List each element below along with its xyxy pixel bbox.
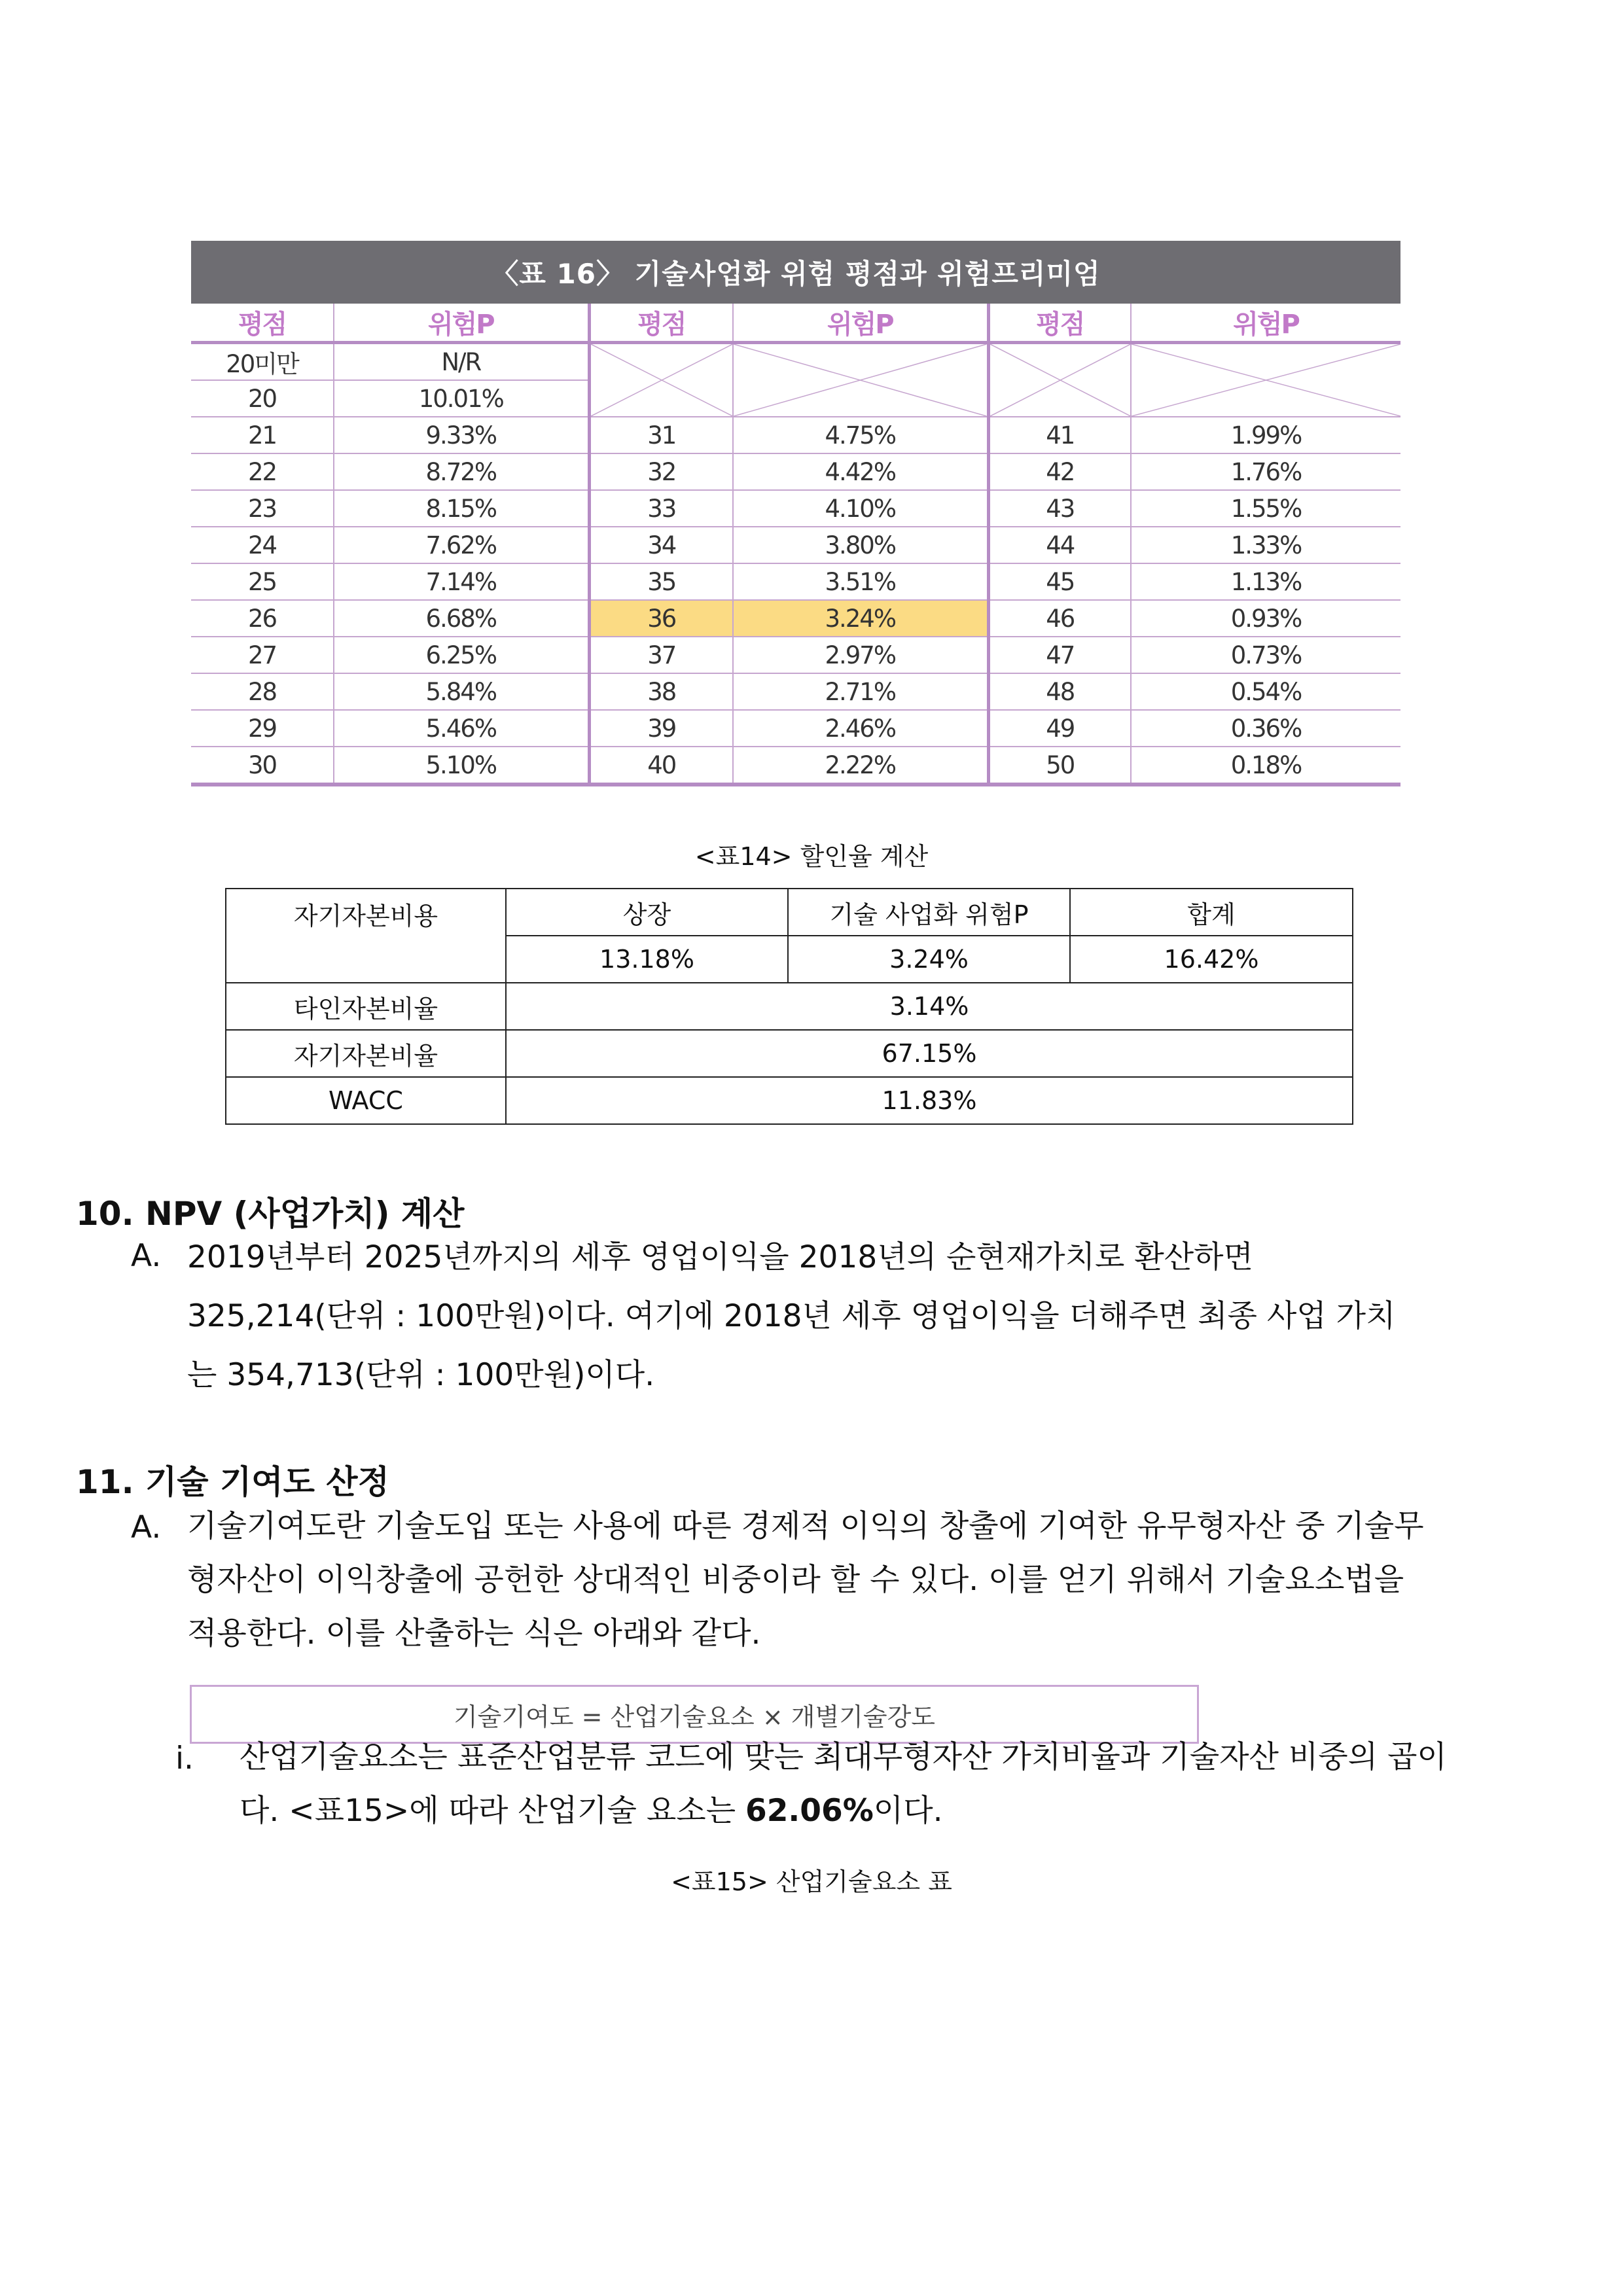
risk-cell: 1.99%	[1131, 417, 1400, 453]
text-line: 산업기술요소는 표준산업분류 코드에 맞는 최대무형자산 가치비율과 기술자산 비중의 곱이	[240, 1739, 1447, 1775]
score-cell: 46	[988, 600, 1131, 637]
risk-cell: 4.75%	[733, 417, 988, 453]
risk-cell: 9.33%	[334, 417, 589, 453]
text-line: 325,214(단위 : 100만원)이다. 여기에 2018년 세후 영업이익을 더해주면 최종 사업 가치	[187, 1298, 1396, 1334]
equity-cost-label: 자기자본비용	[226, 889, 506, 983]
val-total: 16.42%	[1070, 936, 1353, 983]
table-row	[191, 673, 1400, 710]
score-cell: 38	[589, 673, 733, 710]
score-cell: 32	[589, 453, 733, 490]
risk-cell: 5.84%	[334, 673, 589, 710]
risk-cell: 2.22%	[733, 747, 988, 785]
text-segment: 다. <표15>에 따라 산업기술 요소는	[240, 1793, 746, 1829]
equity-ratio-value: 67.15%	[506, 1030, 1353, 1077]
table-row	[191, 417, 1400, 453]
score-cell: 40	[589, 747, 733, 785]
text-line: 적용한다. 이를 산출하는 식은 아래와 같다.	[187, 1616, 761, 1651]
text-line: 2019년부터 2025년까지의 세후 영업이익을 2018년의 순현재가치로 환산하면	[187, 1239, 1253, 1275]
score-cell: 35	[589, 563, 733, 600]
section-11-paragraph	[187, 1500, 1424, 1661]
text-line	[240, 1784, 1447, 1838]
score-cell: 36	[589, 600, 733, 637]
risk-cell: 4.42%	[733, 453, 988, 490]
risk-cell: 8.72%	[334, 453, 589, 490]
sub-item-marker: i.	[175, 1740, 194, 1776]
table-row	[191, 710, 1400, 747]
risk-cell: 5.10%	[334, 747, 589, 785]
risk-cell: 3.51%	[733, 563, 988, 600]
table-row	[191, 747, 1400, 785]
risk-cell: 0.18%	[1131, 747, 1400, 785]
industry-tech-factor-value: 62.06%	[745, 1793, 874, 1829]
risk-cell: 4.10%	[733, 490, 988, 527]
risk-cell: 7.62%	[334, 527, 589, 563]
text-line: 기술기여도란 기술도입 또는 사용에 따른 경제적 이익의 창출에 기여한 유무형자산 중 기술무	[187, 1508, 1424, 1544]
table-15-caption: <표15> 산업기술요소 표	[671, 1867, 952, 1896]
score-cell: 34	[589, 527, 733, 563]
table-16-title: 〈표 16〉 기술사업화 위험 평점과 위험프리미엄	[191, 241, 1400, 304]
val-listing: 13.18%	[506, 936, 788, 983]
risk-cell: 3.24%	[733, 600, 988, 637]
score-cell: 42	[988, 453, 1131, 490]
score-cell: 49	[988, 710, 1131, 747]
table-16	[191, 241, 1400, 786]
text-line: 는 354,713(단위 : 100만원)이다.	[187, 1357, 655, 1393]
table-row	[191, 563, 1400, 600]
score-cell: 26	[191, 600, 334, 637]
score-cell: 30	[191, 747, 334, 785]
score-cell: 20	[191, 380, 334, 417]
risk-cell: 7.14%	[334, 563, 589, 600]
score-cell: 50	[988, 747, 1131, 785]
col-risk: 기술 사업화 위험P	[788, 889, 1070, 936]
header-risk-3: 위험P	[1131, 304, 1400, 343]
equity-ratio-label: 자기자본비율	[226, 1030, 506, 1077]
score-cell: 45	[988, 563, 1131, 600]
debt-ratio-value: 3.14%	[506, 983, 1353, 1030]
score-cell: 28	[191, 673, 334, 710]
score-cell: 21	[191, 417, 334, 453]
header-score-3: 평점	[988, 304, 1131, 343]
risk-cell: 10.01%	[334, 380, 589, 417]
wacc-value: 11.83%	[506, 1077, 1353, 1124]
header-score-1: 평점	[191, 304, 334, 343]
val-risk: 3.24%	[788, 936, 1070, 983]
risk-cell: 1.13%	[1131, 563, 1400, 600]
risk-cell: 0.73%	[1131, 637, 1400, 673]
table-14-caption: <표14> 할인율 계산	[694, 842, 929, 871]
score-cell: 37	[589, 637, 733, 673]
sub-item-paragraph	[240, 1731, 1447, 1838]
col-listing: 상장	[506, 889, 788, 936]
risk-cell: 0.54%	[1131, 673, 1400, 710]
table-row	[191, 637, 1400, 673]
score-cell: 25	[191, 563, 334, 600]
risk-cell: 1.76%	[1131, 453, 1400, 490]
risk-cell: 6.68%	[334, 600, 589, 637]
score-cell: 20미만	[191, 343, 334, 381]
score-cell: 29	[191, 710, 334, 747]
risk-cell: 6.25%	[334, 637, 589, 673]
table-row	[191, 527, 1400, 563]
score-cell: 22	[191, 453, 334, 490]
formula-box: 기술기여도 = 산업기술요소 × 개별기술강도	[190, 1685, 1199, 1744]
debt-ratio-label: 타인자본비율	[226, 983, 506, 1030]
risk-cell: 2.71%	[733, 673, 988, 710]
score-cell: 44	[988, 527, 1131, 563]
risk-cell: 2.97%	[733, 637, 988, 673]
table-row	[191, 600, 1400, 637]
risk-cell: 3.80%	[733, 527, 988, 563]
section-11-heading: 11. 기술 기여도 산정	[76, 1463, 389, 1501]
risk-cell: 2.46%	[733, 710, 988, 747]
text-line: 형자산이 이익창출에 공헌한 상대적인 비중이라 할 수 있다. 이를 얻기 위해서 기술요소법을	[187, 1562, 1404, 1598]
score-cell: 47	[988, 637, 1131, 673]
risk-cell: 8.15%	[334, 490, 589, 527]
score-cell: 23	[191, 490, 334, 527]
score-cell: 39	[589, 710, 733, 747]
risk-cell: 1.55%	[1131, 490, 1400, 527]
score-cell: 31	[589, 417, 733, 453]
table-row	[191, 453, 1400, 490]
empty-cross-cell	[988, 343, 1131, 417]
table-14	[225, 888, 1353, 1125]
section-10-heading: 10. NPV (사업가치) 계산	[76, 1195, 465, 1233]
table-16-grid	[191, 304, 1400, 786]
risk-cell: N/R	[334, 343, 589, 381]
empty-cross-cell	[733, 343, 988, 417]
section-10-marker: A.	[131, 1238, 162, 1274]
score-cell: 24	[191, 527, 334, 563]
wacc-label: WACC	[226, 1077, 506, 1124]
empty-cross-cell	[1131, 343, 1400, 417]
header-risk-1: 위험P	[334, 304, 589, 343]
score-cell: 41	[988, 417, 1131, 453]
text-segment: 이다.	[873, 1793, 943, 1829]
score-cell: 33	[589, 490, 733, 527]
section-10-paragraph	[187, 1228, 1395, 1405]
col-total: 합계	[1070, 889, 1353, 936]
risk-cell: 0.36%	[1131, 710, 1400, 747]
header-score-2: 평점	[589, 304, 733, 343]
score-cell: 43	[988, 490, 1131, 527]
empty-cross-cell	[589, 343, 733, 417]
score-cell: 48	[988, 673, 1131, 710]
risk-cell: 5.46%	[334, 710, 589, 747]
risk-cell: 0.93%	[1131, 600, 1400, 637]
score-cell: 27	[191, 637, 334, 673]
table-row	[191, 490, 1400, 527]
header-risk-2: 위험P	[733, 304, 988, 343]
section-11-marker: A.	[131, 1510, 162, 1545]
risk-cell: 1.33%	[1131, 527, 1400, 563]
